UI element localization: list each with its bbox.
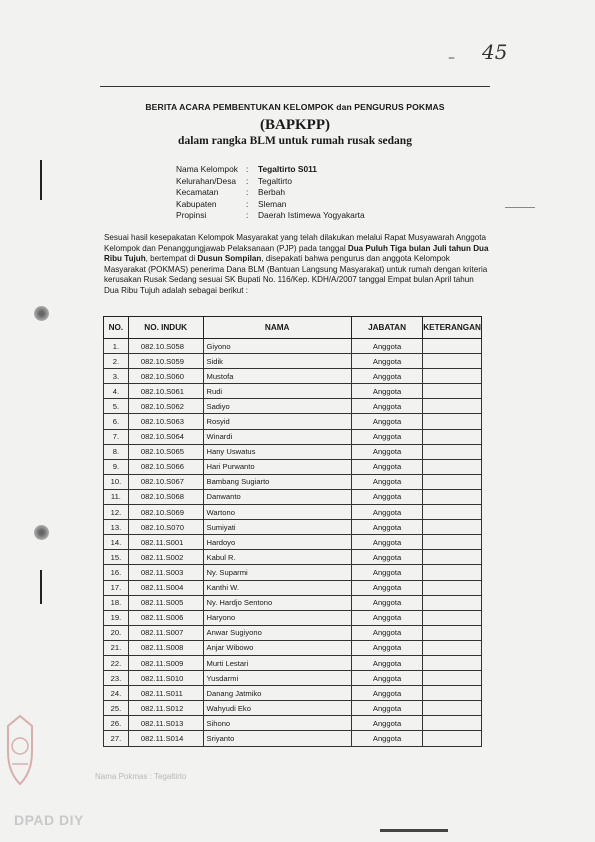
cell-nama: Danwanto <box>203 489 351 504</box>
cell-no-induk: 082.11.S007 <box>128 625 203 640</box>
table-row <box>104 414 482 429</box>
cell-jabatan: Anggota <box>351 399 422 414</box>
cell-keterangan <box>423 655 482 670</box>
intro-date: Dua Puluh Tiga bulan Juli tahun Dua Ribu Tujuh <box>104 243 489 264</box>
intro-location: Dusun Sompilan <box>197 254 262 264</box>
cell-keterangan <box>423 505 482 520</box>
cell-nama: Wartono <box>203 505 351 520</box>
cell-no-induk: 082.10.S060 <box>128 369 203 384</box>
cell-jabatan: Anggota <box>351 686 422 701</box>
info-row <box>176 199 365 211</box>
margin-mark <box>40 160 42 200</box>
cell-no-induk: 082.10.S067 <box>128 474 203 489</box>
table-row <box>104 565 482 580</box>
intro-text-3: , disepakati bahwa pengurus dan anggota Kelompok Masyarakat (POKMAS) penerima Dana BLM (Bantuan Langsung Masyarakat) untuk rumah dengan kriteria kerusakan Rusak Sedang sesuai SK Bupati No. 116/Kep. KDH/A/2007 tanggal Empat bulan April tahun Dua Ribu Tujuh adalah sebagai berikut : <box>104 254 488 295</box>
intro-text-2: , bertempat di <box>145 254 198 264</box>
footer-faint-text: Nama Pokmas : Tegaltirto <box>95 772 187 781</box>
cell-no-induk: 082.11.S004 <box>128 580 203 595</box>
cell-keterangan <box>423 701 482 716</box>
cell-jabatan: Anggota <box>351 655 422 670</box>
cell-no-induk: 082.11.S014 <box>128 731 203 746</box>
cell-no: 19. <box>104 610 129 625</box>
cell-keterangan <box>423 354 482 369</box>
cell-nama: Sidik <box>203 354 351 369</box>
table-row <box>104 399 482 414</box>
table-row <box>104 505 482 520</box>
cell-no: 11. <box>104 489 129 504</box>
table-row <box>104 535 482 550</box>
cell-keterangan <box>423 399 482 414</box>
cell-keterangan <box>423 716 482 731</box>
cell-no-induk: 082.11.S005 <box>128 595 203 610</box>
document-title: BERITA ACARA PEMBENTUKAN KELOMPOK dan PENGURUS POKMAS <box>145 102 445 112</box>
cell-no: 23. <box>104 671 129 686</box>
cell-nama: Rudi <box>203 384 351 399</box>
table-row <box>104 671 482 686</box>
cell-no-induk: 082.10.S058 <box>128 339 203 354</box>
cell-jabatan: Anggota <box>351 384 422 399</box>
cell-no: 15. <box>104 550 129 565</box>
group-info <box>176 164 365 222</box>
cell-jabatan: Anggota <box>351 595 422 610</box>
cell-no: 20. <box>104 625 129 640</box>
cell-keterangan <box>423 640 482 655</box>
cell-nama: Haryono <box>203 610 351 625</box>
info-colon: : <box>246 175 249 186</box>
cell-nama: Hari Purwanto <box>203 459 351 474</box>
cell-no: 18. <box>104 595 129 610</box>
cell-nama: Sumiyati <box>203 520 351 535</box>
table-row <box>104 520 482 535</box>
cell-jabatan: Anggota <box>351 610 422 625</box>
cell-no-induk: 082.11.S008 <box>128 640 203 655</box>
cell-no: 2. <box>104 354 129 369</box>
cell-no-induk: 082.10.S062 <box>128 399 203 414</box>
info-value: Sleman <box>258 198 287 209</box>
intro-text-1: Sesuai hasil kesepakatan Kelompok Masyarakat yang telah dilakukan melalui Rapat Musyawarah Anggota Kelompok dan Penanggungjawab Pelaksanaan (PJP) pada tanggal <box>104 233 486 253</box>
info-row <box>176 176 365 188</box>
cell-keterangan <box>423 369 482 384</box>
cell-no-induk: 082.11.S002 <box>128 550 203 565</box>
cell-no: 24. <box>104 686 129 701</box>
header-rule <box>100 86 490 87</box>
info-row <box>176 187 365 199</box>
info-value: Daerah Istimewa Yogyakarta <box>258 210 365 221</box>
cell-keterangan <box>423 686 482 701</box>
cell-no: 21. <box>104 640 129 655</box>
cell-jabatan: Anggota <box>351 731 422 746</box>
cell-no: 6. <box>104 414 129 429</box>
cell-no: 27. <box>104 731 129 746</box>
cell-no-induk: 082.11.S012 <box>128 701 203 716</box>
emblem-watermark <box>2 712 38 792</box>
table-row <box>104 716 482 731</box>
cell-no: 10. <box>104 474 129 489</box>
cell-jabatan: Anggota <box>351 565 422 580</box>
info-label: Kecamatan <box>176 187 219 198</box>
cell-jabatan: Anggota <box>351 701 422 716</box>
info-row <box>176 210 365 222</box>
cell-no-induk: 082.11.S013 <box>128 716 203 731</box>
cell-no-induk: 082.11.S001 <box>128 535 203 550</box>
cell-keterangan <box>423 339 482 354</box>
cell-nama: Wahyudi Eko <box>203 701 351 716</box>
cell-keterangan <box>423 580 482 595</box>
info-colon: : <box>246 198 249 209</box>
cell-nama: Danang Jatmiko <box>203 686 351 701</box>
cell-no-induk: 082.10.S061 <box>128 384 203 399</box>
cell-nama: Ny. Suparmi <box>203 565 351 580</box>
cell-jabatan: Anggota <box>351 429 422 444</box>
cell-jabatan: Anggota <box>351 474 422 489</box>
cell-keterangan <box>423 565 482 580</box>
cell-no: 25. <box>104 701 129 716</box>
cell-nama: Sriyanto <box>203 731 351 746</box>
table-row <box>104 459 482 474</box>
page-number: 45 <box>482 40 508 64</box>
cell-no-induk: 082.11.S011 <box>128 686 203 701</box>
cell-keterangan <box>423 384 482 399</box>
cell-jabatan: Anggota <box>351 671 422 686</box>
cell-keterangan <box>423 535 482 550</box>
cell-keterangan <box>423 625 482 640</box>
cell-nama: Sadiyo <box>203 399 351 414</box>
cell-no-induk: 082.10.S069 <box>128 505 203 520</box>
margin-mark <box>40 570 42 604</box>
cell-no-induk: 082.11.S003 <box>128 565 203 580</box>
cell-jabatan: Anggota <box>351 459 422 474</box>
cell-jabatan: Anggota <box>351 625 422 640</box>
cell-no: 26. <box>104 716 129 731</box>
cell-nama: Yusdarmi <box>203 671 351 686</box>
cell-no: 17. <box>104 580 129 595</box>
cell-nama: Anwar Sugiyono <box>203 625 351 640</box>
members-table <box>103 316 482 747</box>
table-row <box>104 731 482 746</box>
cell-no: 8. <box>104 444 129 459</box>
cell-jabatan: Anggota <box>351 505 422 520</box>
cell-keterangan <box>423 444 482 459</box>
table-row <box>104 489 482 504</box>
cell-keterangan <box>423 550 482 565</box>
cell-nama: Kabul R. <box>203 550 351 565</box>
cell-jabatan: Anggota <box>351 640 422 655</box>
cell-keterangan <box>423 414 482 429</box>
table-row <box>104 550 482 565</box>
info-label: Propinsi <box>176 210 207 221</box>
cell-keterangan <box>423 459 482 474</box>
cell-nama: Sihono <box>203 716 351 731</box>
cell-no: 9. <box>104 459 129 474</box>
cell-nama: Murti Lestari <box>203 655 351 670</box>
cell-no-induk: 082.10.S063 <box>128 414 203 429</box>
page-mark: – <box>448 50 455 66</box>
table-row <box>104 640 482 655</box>
cell-keterangan <box>423 474 482 489</box>
cell-jabatan: Anggota <box>351 354 422 369</box>
cell-no: 7. <box>104 429 129 444</box>
cell-nama: Ny. Hardjo Sentono <box>203 595 351 610</box>
document-subtitle: dalam rangka BLM untuk rumah rusak sedang <box>178 135 412 147</box>
cell-keterangan <box>423 595 482 610</box>
watermark: DPAD DIY <box>14 812 84 828</box>
cell-no-induk: 082.10.S059 <box>128 354 203 369</box>
cell-no: 12. <box>104 505 129 520</box>
table-row <box>104 339 482 354</box>
cell-keterangan <box>423 731 482 746</box>
info-label: Kabupaten <box>176 198 217 209</box>
cell-nama: Giyono <box>203 339 351 354</box>
info-value: Berbah <box>258 187 286 198</box>
table-row <box>104 580 482 595</box>
table-row <box>104 369 482 384</box>
cell-nama: Mustofa <box>203 369 351 384</box>
cell-jabatan: Anggota <box>351 444 422 459</box>
header-no: NO. <box>104 317 129 339</box>
cell-no: 16. <box>104 565 129 580</box>
cell-jabatan: Anggota <box>351 414 422 429</box>
cell-jabatan: Anggota <box>351 535 422 550</box>
cell-nama: Kanthi W. <box>203 580 351 595</box>
header-keterangan: KETERANGAN <box>423 317 482 339</box>
cell-keterangan <box>423 610 482 625</box>
punch-hole <box>34 525 49 540</box>
cell-no-induk: 082.10.S064 <box>128 429 203 444</box>
cell-jabatan: Anggota <box>351 339 422 354</box>
cell-nama: Bambang Sugiarto <box>203 474 351 489</box>
cell-no: 22. <box>104 655 129 670</box>
table-row <box>104 625 482 640</box>
cell-jabatan: Anggota <box>351 550 422 565</box>
header-jabatan: JABATAN <box>351 317 422 339</box>
cell-jabatan: Anggota <box>351 716 422 731</box>
cell-no-induk: 082.10.S070 <box>128 520 203 535</box>
info-value: Tegaltirto <box>258 175 292 186</box>
cell-jabatan: Anggota <box>351 369 422 384</box>
table-row <box>104 610 482 625</box>
cell-nama: Anjar Wibowo <box>203 640 351 655</box>
cell-nama: Hany Uswatus <box>203 444 351 459</box>
cell-no-induk: 082.10.S068 <box>128 489 203 504</box>
cell-nama: Winardi <box>203 429 351 444</box>
cell-no-induk: 082.10.S065 <box>128 444 203 459</box>
cell-no: 5. <box>104 399 129 414</box>
table-row <box>104 701 482 716</box>
cell-no-induk: 082.10.S066 <box>128 459 203 474</box>
header-nama: NAMA <box>203 317 351 339</box>
cell-no: 3. <box>104 369 129 384</box>
table-header-row <box>104 317 482 339</box>
cell-jabatan: Anggota <box>351 520 422 535</box>
cell-no: 4. <box>104 384 129 399</box>
cell-nama: Hardoyo <box>203 535 351 550</box>
info-colon: : <box>246 187 249 198</box>
cell-keterangan <box>423 671 482 686</box>
intro-paragraph <box>104 233 489 297</box>
info-colon: : <box>246 164 249 174</box>
info-label: Kelurahan/Desa <box>176 175 237 186</box>
table-row <box>104 444 482 459</box>
cell-jabatan: Anggota <box>351 580 422 595</box>
table-row <box>104 686 482 701</box>
info-value: Tegaltirto S011 <box>258 164 317 174</box>
cell-no: 14. <box>104 535 129 550</box>
cell-no: 1. <box>104 339 129 354</box>
info-row <box>176 164 365 176</box>
bottom-mark <box>380 829 448 832</box>
info-colon: : <box>246 210 249 221</box>
table-row <box>104 429 482 444</box>
cell-nama: Rosyid <box>203 414 351 429</box>
cell-no-induk: 082.11.S009 <box>128 655 203 670</box>
cell-no-induk: 082.11.S010 <box>128 671 203 686</box>
table-row <box>104 655 482 670</box>
table-row <box>104 384 482 399</box>
table-row <box>104 595 482 610</box>
cell-keterangan <box>423 429 482 444</box>
info-label: Nama Kelompok <box>176 164 238 174</box>
punch-hole <box>34 306 49 321</box>
cell-jabatan: Anggota <box>351 489 422 504</box>
cell-keterangan <box>423 520 482 535</box>
header-no-induk: NO. INDUK <box>128 317 203 339</box>
margin-dash <box>505 207 535 208</box>
cell-no-induk: 082.11.S006 <box>128 610 203 625</box>
cell-no: 13. <box>104 520 129 535</box>
document-abbreviation: (BAPKPP) <box>260 117 330 133</box>
table-row <box>104 354 482 369</box>
cell-keterangan <box>423 489 482 504</box>
table-row <box>104 474 482 489</box>
